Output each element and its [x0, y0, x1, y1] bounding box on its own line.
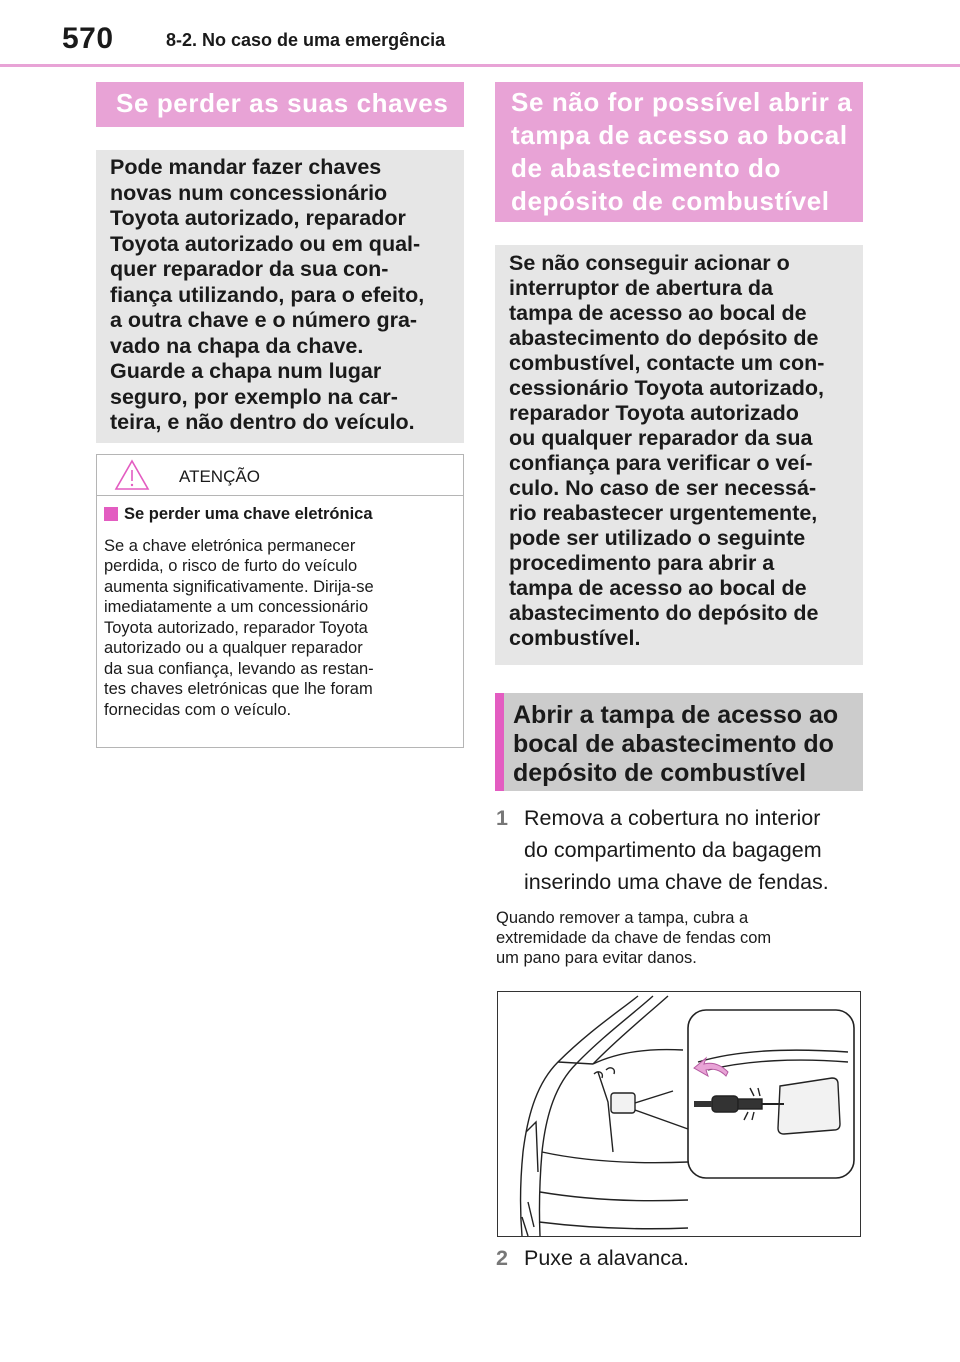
info-line: interruptor de abertura da — [509, 276, 774, 300]
warning-line: aumenta significativamente. Dirija-se — [104, 577, 374, 596]
heading-fuel-door-line: tampa de acesso ao bocal — [511, 120, 848, 150]
info-line: vado na chapa da chave. — [110, 333, 364, 358]
warning-line: Se a chave eletrónica permanecer — [104, 536, 356, 555]
info-line: abastecimento do depósito de — [509, 601, 819, 625]
warning-subtitle — [104, 504, 456, 525]
step-number: 2 — [496, 1246, 508, 1270]
step-text — [524, 802, 876, 898]
heading-fuel-door-line: depósito de combustível — [511, 186, 830, 216]
warning-subtitle-text: Se perder uma chave eletrónica — [124, 505, 373, 523]
step-line: inserindo uma chave de fendas. — [524, 870, 829, 894]
heading-lost-keys-text: Se perder as suas chaves — [116, 88, 449, 118]
page-number: 570 — [62, 22, 114, 55]
info-line: Toyota autorizado, reparador — [110, 206, 406, 230]
info-line: abastecimento do depósito de — [509, 326, 819, 350]
info-line: tampa de acesso ao bocal de — [509, 301, 807, 325]
step-number: 1 — [496, 806, 508, 830]
illustration-trunk-cover — [497, 991, 861, 1237]
info-line: combustível, contacte um con- — [509, 351, 825, 375]
info-line: Guarde a chapa num lugar — [110, 359, 382, 383]
info-line: pode ser utilizado o seguinte — [509, 526, 806, 550]
section-line: bocal de abastecimento do — [513, 730, 834, 758]
note-line: Quando remover a tampa, cubra a — [496, 909, 749, 927]
step-2 — [496, 1242, 876, 1274]
section-open-fuel-door — [495, 693, 863, 791]
warning-triangle-icon — [114, 459, 150, 491]
info-line: procedimento para abrir a — [509, 551, 775, 575]
section-line: depósito de combustível — [513, 759, 807, 787]
step-text: Puxe a alavanca. — [524, 1246, 689, 1270]
warning-box — [96, 454, 464, 748]
info-line: confiança para verificar o veí- — [509, 451, 813, 475]
info-line: cessionário Toyota autorizado, — [509, 376, 824, 400]
warning-line: fornecidas com o veículo. — [104, 700, 292, 719]
info-line: Se não conseguir acionar o — [509, 251, 790, 275]
warning-header — [97, 455, 463, 496]
info-box-fuel-door — [495, 245, 863, 665]
warning-line: imediatamente a um concessionário — [104, 598, 369, 616]
header-divider — [0, 64, 960, 67]
warning-body — [97, 496, 463, 730]
section-title: 8-2. No caso de uma emergência — [166, 30, 446, 50]
trunk-illustration-icon — [498, 992, 860, 1236]
warning-line: Toyota autorizado, reparador Toyota — [104, 618, 368, 637]
info-line: a outra chave e o número gra- — [110, 308, 418, 332]
warning-title: ATENÇÃO — [179, 467, 260, 486]
step-1 — [496, 802, 876, 898]
info-line: reparador Toyota autorizado — [509, 401, 799, 425]
info-line: tampa de acesso ao bocal de — [509, 576, 807, 600]
heading-fuel-door — [495, 82, 863, 222]
warning-line: perdida, o risco de furto do veículo — [104, 557, 358, 575]
info-line: ou qualquer reparador da sua — [509, 426, 813, 450]
step-1-note — [496, 908, 866, 968]
note-line: um pano para evitar danos. — [496, 949, 697, 967]
info-line: combustível. — [509, 626, 641, 650]
info-line: Toyota autorizado ou em qual- — [110, 231, 421, 256]
info-line: rio reabastecer urgentemente, — [509, 501, 818, 525]
warning-line: autorizado ou a qualquer reparador — [104, 639, 363, 657]
heading-fuel-door-line: Se não for possível abrir a — [511, 87, 853, 117]
heading-fuel-door-line: de abastecimento do — [511, 153, 782, 183]
heading-lost-keys — [96, 82, 464, 127]
warning-line: da sua confiança, levando as restan- — [104, 659, 374, 678]
note-line: extremidade da chave de fendas com — [496, 929, 772, 947]
info-line: culo. No caso de ser necessá- — [509, 476, 817, 500]
info-line: quer reparador da sua con- — [110, 257, 389, 281]
info-line: teira, e não dentro do veículo. — [110, 410, 415, 434]
square-bullet-icon — [104, 507, 118, 521]
info-line: seguro, por exemplo na car- — [110, 384, 398, 409]
step-line: Remova a cobertura no interior — [524, 806, 821, 830]
info-line: Pode mandar fazer chaves — [110, 155, 382, 179]
warning-line: tes chaves eletrónicas que lhe foram — [104, 680, 373, 698]
section-line: Abrir a tampa de acesso ao — [513, 701, 839, 729]
info-line: novas num concessionário — [110, 180, 388, 205]
info-line: fiança utilizando, para o efeito, — [110, 282, 425, 307]
info-box-lost-keys — [96, 150, 464, 443]
step-line: do compartimento da bagagem — [524, 838, 822, 862]
